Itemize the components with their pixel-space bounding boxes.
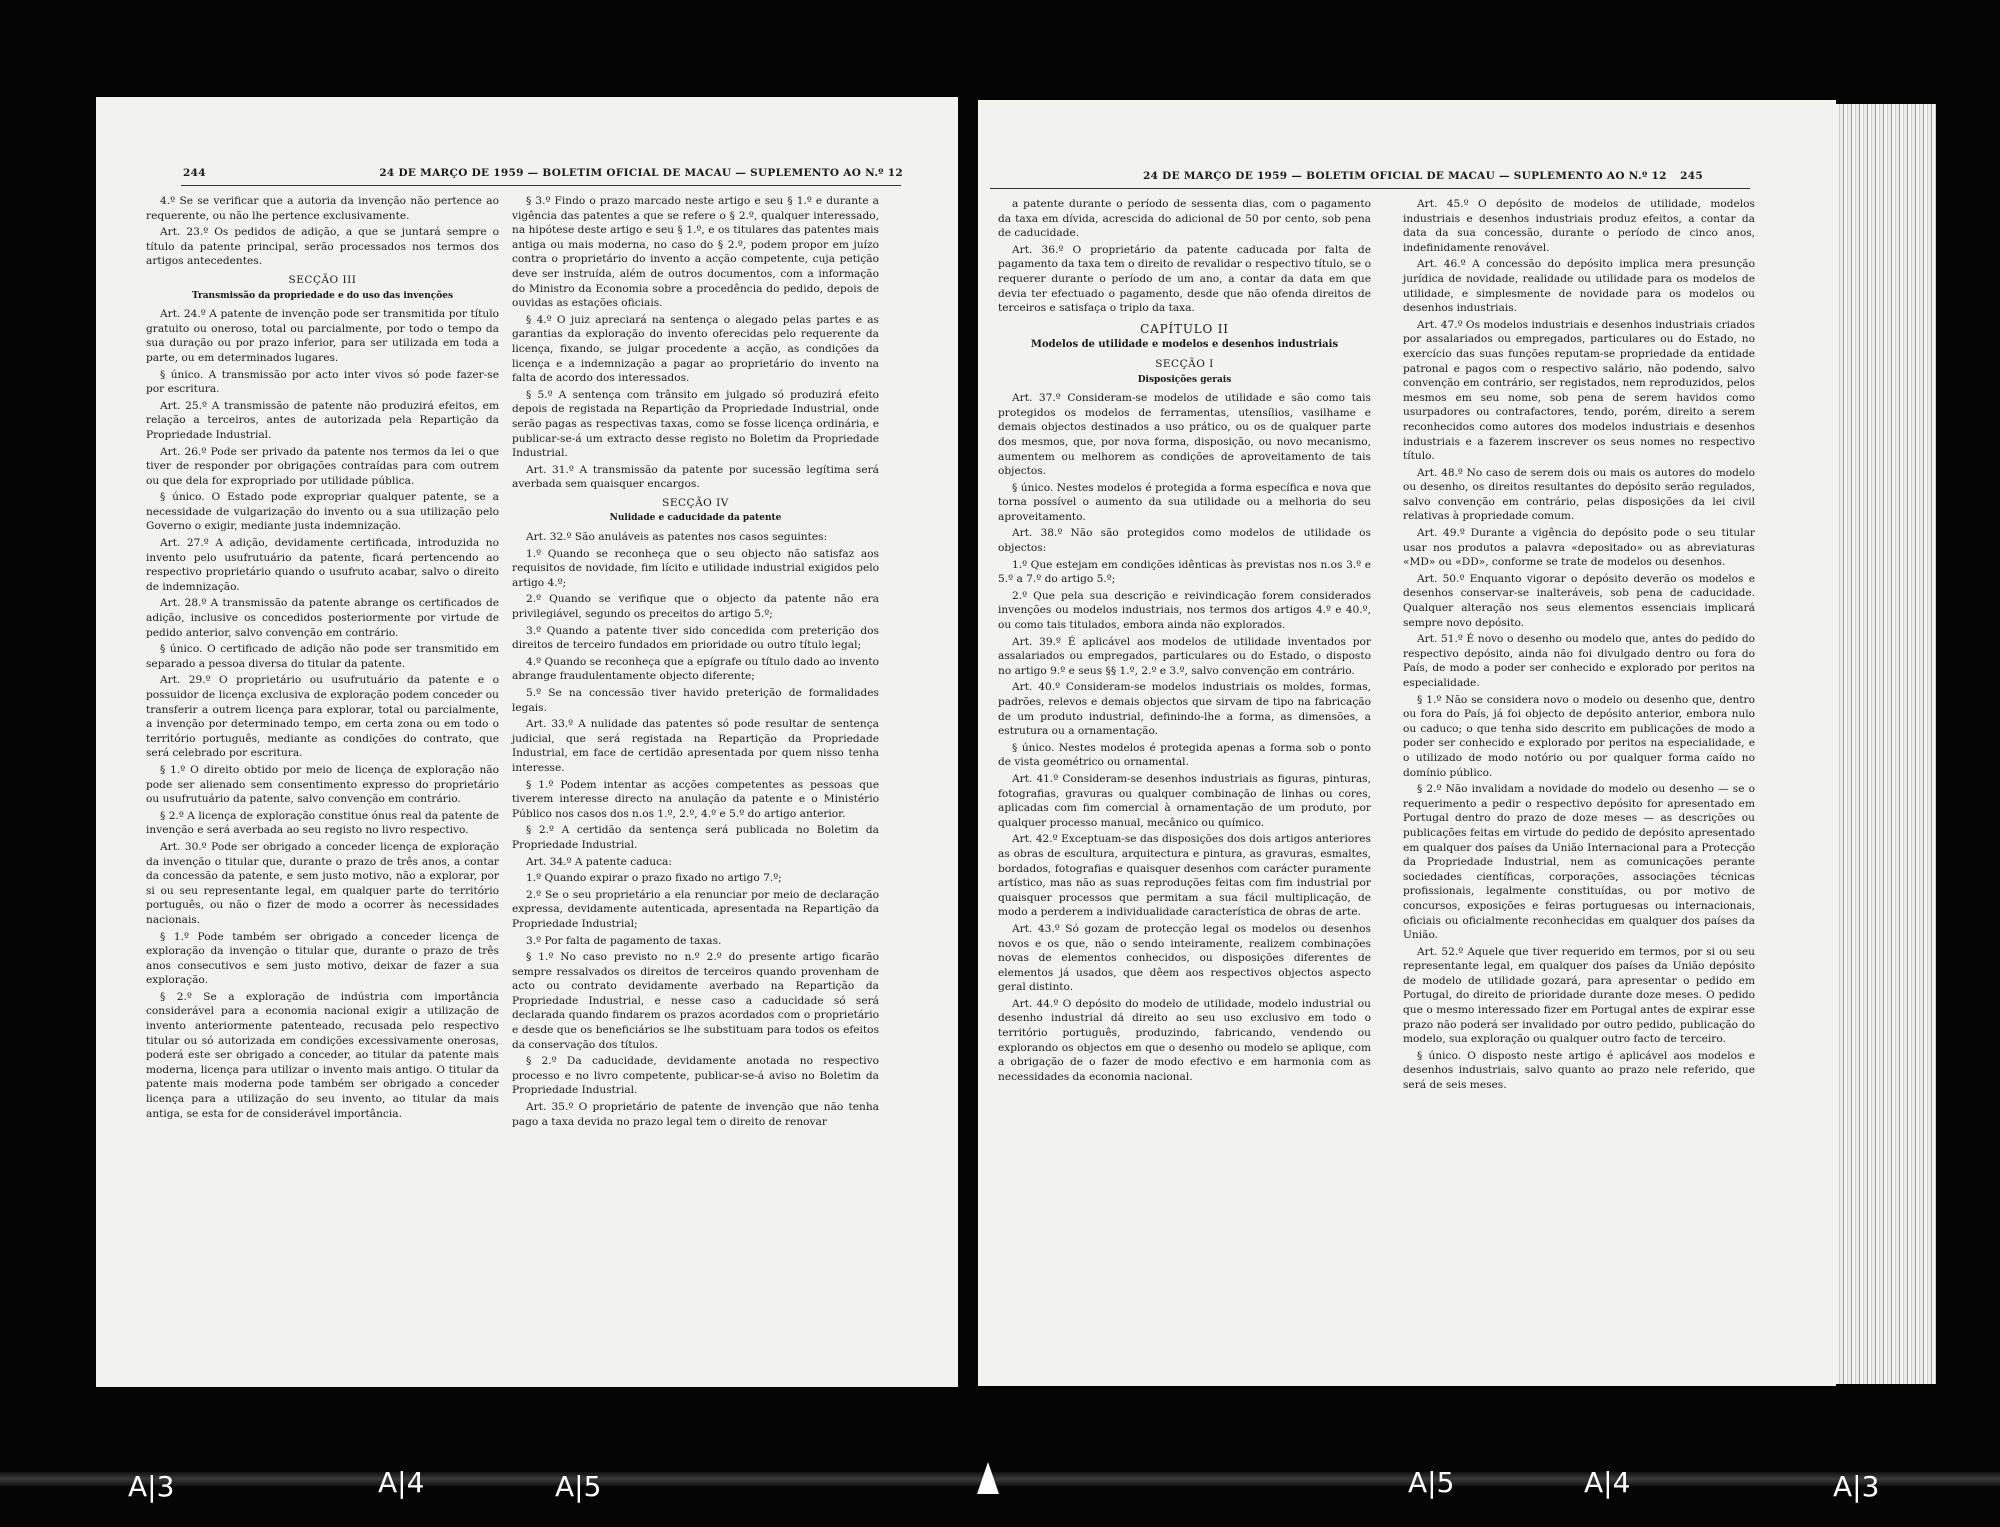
- paragraph: § único. O Estado pode expropriar qualquer patente, se a necessidade de vulgarização do invento ou a sua utilização pelo Governo o exigir, mediante justa indemnização.: [146, 491, 499, 533]
- paragraph: Art. 42.º Exceptuam-se das disposições dos dois artigos anteriores as obras de escultura, arquitectura e pintura, as gravuras, esmaltes, bordados, fotografias e quaisquer desenhos com carácter puramente artístico, mas não as suas reproduções feitas com fim industrial por quaisquer processos que permitam a sua fácil multiplicação, de modo a perderem a individualidade característica de obras de arte.: [998, 833, 1371, 919]
- film-mark: A|3: [128, 1470, 175, 1503]
- paragraph: Art. 47.º Os modelos industriais e desenhos industriais criados por assalariados ou empregados, particulares ou do Estado, no exercício das suas funções reputam-se propriedade da entidade patronal e pagos com o respectivo salário, não podendo, salvo convenção em contrário, ser registados, nem reproduzidos, pelos mesmos em seu nome, sob pena de serem havidos como usurpadores ou contrafactores, tendo, porém, direito a serem reconhecidos como autores dos modelos industriais e desenhos industriais e a fazerem inscrever os seus nomes no respectivo título.: [1403, 318, 1755, 463]
- paragraph: § 1.º Pode também ser obrigado a conceder licença de exploração da invenção o titular que, durante o prazo de três anos consecutivos e sem justo motivo, deixar de fazer a sua exploração.: [146, 930, 499, 987]
- right-page-column-1: [998, 197, 1371, 1086]
- paragraph: § 2.º A licença de exploração constitue ónus real da patente de invenção e será averbada ao seu registo no livro respectivo.: [146, 809, 499, 837]
- left-page-column-2: [512, 194, 879, 1131]
- paragraph: Art. 41.º Consideram-se desenhos industriais as figuras, pinturas, fotografias, gravuras ou qualquer combinação de linhas ou cores, aplicadas com fim comercial à ornamentação de um produto, por qualquer processo manual, mecânico ou químico.: [998, 772, 1371, 829]
- paragraph: § único. O certificado de adição não pode ser transmitido em separado a pessoa diversa do titular da patente.: [146, 643, 499, 670]
- paragraph: § 2.º Da caducidade, devidamente anotada no respectivo processo e no livro competente, publicar-se-á aviso no Boletim da Propriedade Industrial.: [512, 1055, 879, 1097]
- film-mark: A|4: [378, 1466, 425, 1499]
- paragraph: Art. 32.º São anuláveis as patentes nos casos seguintes:: [526, 531, 828, 544]
- subsection-heading: Modelos de utilidade e modelos e desenhos industriais: [1030, 339, 1339, 351]
- paragraph: § 5.º A sentença com trânsito em julgado só produzirá efeito depois de registada na Repartição da Propriedade Industrial, onde serão pagas as respectivas taxas, como se fosse licença ordinária, e publicar-se-á um extracto desse registo no Boletim da Propriedade Industrial.: [512, 388, 879, 460]
- paragraph: 2.º Quando se verifique que o objecto da patente não era privilegiável, segundo os preceitos do artigo 5.º;: [512, 593, 879, 621]
- paragraph: 4.º Quando se reconheça que a epígrafe ou título dado ao invento abrange fraudulentamente objecto diferente;: [512, 655, 879, 683]
- paragraph: Art. 31.º A transmissão da patente por sucessão legítima será averbada sem quaisquer encargos.: [512, 463, 879, 491]
- film-mark: A|5: [555, 1470, 602, 1503]
- paragraph: Art. 30.º Pode ser obrigado a conceder licença de exploração da invenção o titular que, durante o prazo de três anos, a contar da concessão da patente, e sem justo motivo, não a explorar, por si ou seu representante legal, em qualquer parte do território português, ou não o fizer de modo a ocorrer às necessidades nacionais.: [146, 840, 499, 926]
- film-strip: [0, 1472, 2000, 1486]
- paragraph: Art. 37.º Consideram-se modelos de utilidade e são como tais protegidos os modelos de ferramentas, utensílios, vasilhame e demais objectos destinados a uso prático, ou os de qualquer parte dos mesmos, que, por nova forma, disposição, ou novo mecanismo, aumentem ou melhorem as condições de aproveitamento de tais objectos.: [998, 392, 1371, 478]
- paragraph: Art. 29.º O proprietário ou usufrutuário da patente e o possuidor de licença exclusiva de exploração podem conceder ou transferir a outrem licença para explorar, total ou parcialmente, a invenção por determinado tempo, em certa zona ou em todo o território português, mediante as condições do contrato, que será celebrado por escritura.: [146, 674, 499, 760]
- running-head-right: [1143, 170, 1703, 182]
- page-number-left: 244: [183, 167, 206, 179]
- subsection-heading: Transmissão da propriedade e do uso das invenções: [191, 290, 454, 301]
- header-rule-right: [990, 188, 1750, 189]
- paragraph: Art. 51.º É novo o desenho ou modelo que, antes do pedido do respectivo depósito, ainda não foi divulgado dentro ou fora do País, de modo a poder ser conhecido e explorado por peritos na especialidade.: [1403, 633, 1755, 689]
- left-page: [96, 97, 958, 1387]
- paragraph: Art. 26.º Pode ser privado da patente nos termos da lei o que tiver de responder por obrigações contraídas para com outrem ou que dela for expropriado por utilidade pública.: [146, 445, 499, 487]
- paragraph: Art. 35.º O proprietário de patente de invenção que não tenha pago a taxa devida no prazo legal tem o direito de renovar: [512, 1101, 879, 1128]
- paragraph: § 2.º A certidão da sentença será publicada no Boletim da Propriedade Industrial.: [512, 824, 879, 851]
- paragraph: Art. 34.º A patente caduca:: [526, 855, 672, 868]
- paragraph: a patente durante o período de sessenta dias, com o pagamento da taxa em dívida, acrescida do adicional de 50 por cento, sob pena de caducidade.: [998, 198, 1371, 240]
- paragraph: 3.º Quando a patente tiver sido concedida com preterição dos direitos de terceiro fundados em prioridade ou outro título legal;: [512, 624, 879, 652]
- section-heading: SECÇÃO I: [1155, 357, 1214, 370]
- paragraph: § único. A transmissão por acto inter vivos só pode fazer-se por escritura.: [146, 368, 499, 396]
- paragraph: 4.º Se se verificar que a autoria da invenção não pertence ao requerente, ou não lhe pertence exclusivamente.: [146, 195, 499, 222]
- paragraph: Art. 24.º A patente de invenção pode ser transmitida por título gratuito ou oneroso, total ou parcialmente, por todo o tempo da sua duração ou por prazo inferior, para ser utilizada em toda a parte, ou em determinados lugares.: [146, 308, 499, 364]
- paragraph: Art. 28.º A transmissão da patente abrange os certificados de adição, inclusive os concedidos posteriormente por virtude de pedido anterior, salvo convenção em contrário.: [146, 597, 499, 639]
- section-heading: SECÇÃO III: [288, 273, 357, 286]
- film-mark: A|4: [1584, 1466, 1631, 1499]
- paragraph: Art. 46.º A concessão do depósito implica mera presunção jurídica de novidade, realidade ou utilidade para os modelos de utilidade, e simplesmente de novidade para os modelos ou desenhos industriais.: [1403, 258, 1755, 315]
- paragraph: Art. 44.º O depósito do modelo de utilidade, modelo industrial ou desenho industrial dá direito ao seu uso exclusivo em todo o território português, produzindo, fabricando, vendendo ou explorando os objectos em que o desenho ou modelo se aplique, com a obrigação de o fazer de modo efectivo e em harmonia com as necessidades da economia nacional.: [998, 997, 1371, 1083]
- paragraph: Art. 27.º A adição, devidamente certificada, introduzida no invento pelo usufrutuário da patente, ficará pertencendo ao respectivo proprietário quando o usufruto acabar, salvo o direito de indemnização.: [146, 537, 499, 593]
- paragraph: Art. 38.º Não são protegidos como modelos de utilidade os objectos:: [998, 527, 1371, 555]
- subsection-heading: Nulidade e caducidade da patente: [609, 513, 782, 524]
- paragraph: Art. 25.º A transmissão de patente não produzirá efeitos, em relação a terceiros, antes de autorizada pela Repartição da Propriedade Industrial.: [146, 399, 499, 441]
- running-head-title-right: 24 DE MARÇO DE 1959 — BOLETIM OFICIAL DE MACAU — SUPLEMENTO AO N.º 12: [1143, 170, 1667, 182]
- book-page-edges: [1836, 104, 1936, 1384]
- header-rule-left: [181, 185, 901, 186]
- paragraph: Art. 45.º O depósito de modelos de utilidade, modelos industriais e desenhos industriais produz efeitos, a contar da data da sua concessão, durante o período de cinco anos, indefinidamente renovável.: [1403, 198, 1755, 254]
- chapter-heading: CAPÍTULO II: [1140, 321, 1229, 336]
- paragraph: Art. 49.º Durante a vigência do depósito pode o seu titular usar nos produtos a palavra «depositado» ou as abreviaturas «MD» ou «DD», conforme se trate de modelos ou desenhos.: [1403, 527, 1755, 569]
- paragraph: 5.º Se na concessão tiver havido preterição de formalidades legais.: [512, 687, 879, 714]
- paragraph: § 1.º No caso previsto no n.º 2.º do presente artigo ficarão sempre ressalvados os direitos de terceiros quando provenham de acto ou contrato devidamente averbado na Repartição da Propriedade Industrial, e nesse caso a caducidade só será declarada quando findarem os prazos acordados com o proprietário e desde que os beneficiários se lhe substituam para todos os efeitos da conservação dos títulos.: [512, 951, 879, 1051]
- paragraph: § 1.º O direito obtido por meio de licença de exploração não pode ser alienado sem consentimento expresso do proprietário ou usufrutuário da patente, salvo convenção em contrário.: [146, 763, 499, 806]
- paragraph: Art. 40.º Consideram-se modelos industriais os moldes, formas, padrões, relevos e demais objectos que sirvam de tipo na fabricação de um produto industrial, definindo-lhe a forma, as dimensões, a estrutura ou a ornamentação.: [998, 681, 1371, 738]
- paragraph: 2.º Que pela sua descrição e reivindicação forem considerados invenções ou modelos industriais, nos termos dos artigos 4.º e 40.º, ou como tais titulados, embora ainda não explorados.: [998, 589, 1371, 632]
- paragraph: § único. O disposto neste artigo é aplicável aos modelos e desenhos industriais, salvo quanto ao prazo nele referido, que será de seis meses.: [1403, 1049, 1755, 1092]
- paragraph: 1.º Que estejam em condições idênticas às previstas nos n.os 3.º e 5.º a 7.º do artigo 5.º;: [998, 558, 1371, 586]
- paragraph: 1.º Quando expirar o prazo fixado no artigo 7.º;: [526, 872, 782, 885]
- film-notch: [977, 1462, 999, 1494]
- paragraph: 3.º Por falta de pagamento de taxas.: [526, 934, 722, 947]
- paragraph: § 1.º Podem intentar as acções competentes as pessoas que tiverem interesse directo na anulação da patente e o Ministério Público nos casos dos n.os 1.º, 2.º, 4.º e 5.º do artigo anterior.: [512, 778, 879, 820]
- film-mark: A|3: [1833, 1470, 1880, 1503]
- film-mark: A|5: [1408, 1466, 1455, 1499]
- paragraph: § 2.º Se a exploração de indústria com importância considerável para a economia nacional exigir a utilização de invento anteriormente patenteado, recusada pelo respectivo titular ou só autorizada em condições excessivamente onerosas, poderá este ser obrigado a conceder, ao titular da patente mais moderna, licença para utilizar o invento mais antigo. O titular da patente mais moderna pode também ser obrigado a conceder licença para a utilização do seu invento, ao titular da mais antiga, se esta for de considerável importância.: [146, 990, 499, 1120]
- paragraph: § 2.º Não invalidam a novidade do modelo ou desenho — se o requerimento a pedir o respectivo depósito for apresentado em Portugal dentro do prazo de doze meses — as descrições ou publicações feitas em virtude do pedido de depósito apresentado em qualquer dos países da União Internacional para a Protecção da Propriedade Industrial, nem as comunicações perante sociedades científicas, corporações, associações técnicas profissionais, legalmente constituídas, ou por motivo de concursos, exposições e feiras portuguesas ou internacionais, oficiais ou oficialmente reconhecidas em qualquer dos países da União.: [1403, 783, 1755, 942]
- paragraph: Art. 43.º Só gozam de protecção legal os modelos ou desenhos novos e os que, não o sendo inteiramente, realizem combinações novas de elementos conhecidos, ou disposições diferentes de elementos já usados, que dêem aos respectivos objectos aspecto geral distinto.: [998, 922, 1371, 994]
- paragraph: § 1.º Não se considera novo o modelo ou desenho que, dentro ou fora do País, já foi objecto de depósito anterior, embora nulo ou caduco; o que tenha sido descrito em publicações de modo a poder ser conhecido e explorado por peritos na especialidade, e o utilizado de modo notório ou por qualquer forma caído no domínio público.: [1403, 693, 1755, 779]
- paragraph: Art. 33.º A nulidade das patentes só pode resultar de sentença judicial, que será registada na Repartição da Propriedade Industrial, em face de certidão apresentada por quem nisso tenha interesse.: [512, 718, 879, 774]
- paragraph: § 4.º O juiz apreciará na sentença o alegado pelas partes e as garantias da exploração do invento oferecidas pelo requerente da licença, fixando, se julgar procedente a acção, as condições da licença e a indemnização a pagar ao proprietário do invento na falta de acordo dos interessados.: [512, 313, 879, 385]
- paragraph: Art. 39.º É aplicável aos modelos de utilidade inventados por assalariados ou empregados, particulares ou do Estado, o disposto no artigo 9.º e seus §§ 1.º, 2.º e 3.º, salvo convenção em contrário.: [998, 635, 1371, 677]
- paragraph: § único. Nestes modelos é protegida a forma específica e nova que torna possível o aumento da sua utilidade ou a melhoria do seu aproveitamento.: [998, 481, 1371, 523]
- right-page-column-2: [1403, 197, 1755, 1095]
- paragraph: Art. 23.º Os pedidos de adição, a que se juntará sempre o título da patente principal, serão processados nos termos dos artigos antecedentes.: [146, 226, 499, 268]
- paragraph: Art. 48.º No caso de serem dois ou mais os autores do modelo ou desenho, os direitos resultantes do depósito serão regulados, salvo convenção em contrário, pelas disposições da lei civil relativas à propriedade comum.: [1403, 466, 1755, 523]
- paragraph: Art. 50.º Enquanto vigorar o depósito deverão os modelos e desenhos conservar-se inalteráveis, sob pena de caducidade. Qualquer alteração nos seus elementos essenciais implicará sempre novo depósito.: [1403, 572, 1755, 629]
- paragraph: Art. 36.º O proprietário da patente caducada por falta de pagamento da taxa tem o direito de revalidar o respectivo título, se o requerer durante o período de um ano, a contar da data em que devia ter efectuado o pagamento, desde que não ofenda direitos de terceiros e satisfaça o triplo da taxa.: [998, 243, 1371, 315]
- paragraph: 2.º Se o seu proprietário a ela renunciar por meio de declaração expressa, devidamente autenticada, apresentada na Repartição da Propriedade Industrial;: [512, 888, 879, 930]
- paragraph: Art. 52.º Aquele que tiver requerido em termos, por si ou seu representante legal, em qualquer dos países da União depósito de modelo de utilidade gozará, para apresentar o pedido em Portugal, do direito de prioridade durante doze meses. O pedido que o mesmo interessado fizer em Portugal antes de expirar esse prazo não poderá ser invalidado por outro pedido, publicação do modelo, sua exploração ou qualquer outro facto de terceiro.: [1403, 945, 1755, 1046]
- paragraph: 1.º Quando se reconheça que o seu objecto não satisfaz aos requisitos de novidade, fim lícito e utilidade industrial exigidos pelo artigo 4.º;: [512, 547, 879, 589]
- left-page-column-1: [146, 194, 499, 1123]
- subsection-heading: Disposições gerais: [1137, 374, 1232, 385]
- running-head-title-left: 24 DE MARÇO DE 1959 — BOLETIM OFICIAL DE MACAU — SUPLEMENTO AO N.º 12: [379, 167, 903, 179]
- page-number-right: 245: [1680, 170, 1703, 182]
- section-heading: SECÇÃO IV: [662, 496, 729, 509]
- right-page: [978, 100, 1836, 1386]
- paragraph: § 3.º Findo o prazo marcado neste artigo e seu § 1.º e durante a vigência das patentes a que se refere o § 2.º, qualquer interessado, na hipótese deste artigo e seu § 1.º, e os titulares das patentes mais antiga ou mais moderna, no caso do § 2.º, podem propor em juízo contra o proprietário do invento a acção competente, cuja petição deve ser instruída, além de outros documentos, com a informação do Ministro da Economia sobre a procedência do pedido, depois de ouvidas as estações oficiais.: [512, 195, 879, 310]
- paragraph: § único. Nestes modelos é protegida apenas a forma sob o ponto de vista geométrico ou ornamental.: [998, 741, 1371, 769]
- running-head-left: [183, 167, 903, 179]
